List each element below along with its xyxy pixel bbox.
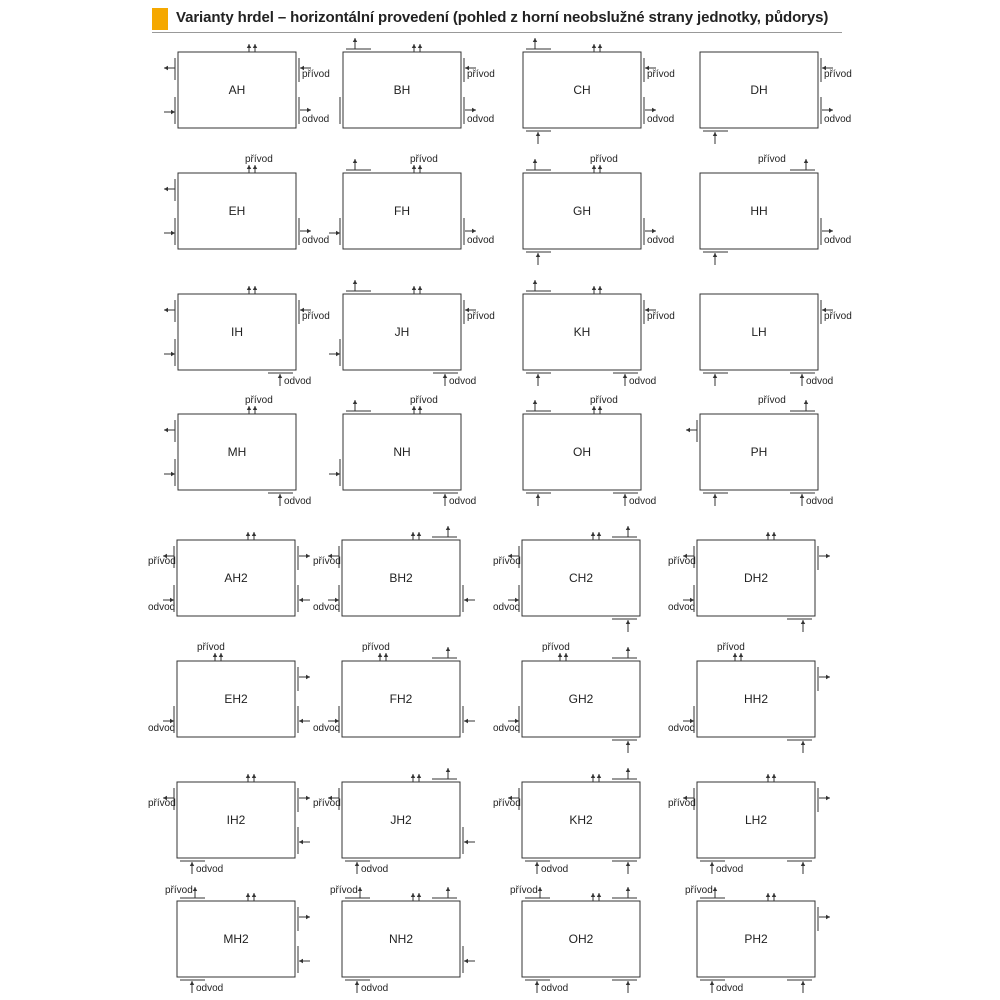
arrow-head (739, 653, 743, 657)
exhaust-label: odvod (493, 602, 521, 613)
arrow-head (278, 494, 282, 498)
arrow-head (713, 132, 717, 136)
arrow-head (299, 959, 303, 963)
variant-bh (340, 38, 495, 128)
arrow-head (710, 981, 714, 985)
arrow-head (412, 286, 416, 290)
supply-label: přívod (362, 642, 390, 653)
arrow-head (592, 406, 596, 410)
arrow-head (336, 231, 340, 235)
supply-label: přívod (647, 69, 675, 80)
supply-label: přívod (590, 395, 618, 406)
arrow-head (592, 286, 596, 290)
variant-code: KH (573, 325, 591, 339)
supply-label: přívod (717, 642, 745, 653)
variant-code: IH (231, 325, 243, 339)
variant-code: JH (394, 325, 410, 339)
variant-code: OH (573, 445, 591, 459)
variant-fh2 (313, 642, 475, 737)
arrow-head (164, 66, 168, 70)
arrow-head (536, 374, 540, 378)
arrow-head (535, 862, 539, 866)
arrow-head (247, 286, 251, 290)
exhaust-label: odvod (148, 602, 176, 613)
variant-kh2 (493, 768, 640, 875)
exhaust-label: odvod (467, 235, 495, 246)
variant-code: PH (750, 445, 768, 459)
exhaust-label: odvod (806, 496, 834, 507)
arrow-head (378, 653, 382, 657)
arrow-head (652, 108, 656, 112)
arrow-head (472, 229, 476, 233)
arrow-head (252, 893, 256, 897)
supply-label: přívod (330, 885, 358, 896)
supply-label: přívod (758, 154, 786, 165)
arrow-head (306, 796, 310, 800)
arrow-head (412, 165, 416, 169)
variant-dh (700, 52, 852, 144)
variant-code: OH2 (568, 932, 594, 946)
variant-jh2 (313, 768, 475, 875)
arrow-head (417, 774, 421, 778)
variant-code: PH2 (744, 932, 768, 946)
variant-fh (329, 154, 494, 249)
arrow-head (246, 532, 250, 536)
exhaust-label: odvod (806, 376, 834, 387)
variant-code: DH (750, 83, 768, 97)
exhaust-label: odvod (824, 235, 852, 246)
exhaust-label: odvod (449, 376, 477, 387)
variant-code: DH2 (743, 571, 769, 585)
arrow-head (536, 253, 540, 257)
exhaust-label: odvod (302, 235, 330, 246)
arrow-head (801, 620, 805, 624)
arrow-head (533, 280, 537, 284)
arrow-head (713, 374, 717, 378)
variant-code: EH (228, 204, 246, 218)
arrow-head (358, 887, 362, 891)
arrow-head (278, 374, 282, 378)
exhaust-label: odvod (196, 983, 224, 994)
supply-label: přívod (245, 154, 273, 165)
variant-code: EH2 (224, 692, 248, 706)
arrow-head (533, 159, 537, 163)
arrow-head (355, 862, 359, 866)
arrow-head (253, 406, 257, 410)
arrow-head (307, 229, 311, 233)
variant-gh2 (493, 642, 640, 753)
arrow-head (591, 893, 595, 897)
supply-label: přívod (685, 885, 713, 896)
variant-code: FH (394, 204, 410, 218)
arrow-head (417, 893, 421, 897)
arrow-head (623, 374, 627, 378)
arrow-head (253, 286, 257, 290)
arrow-head (411, 893, 415, 897)
supply-label: přívod (148, 798, 176, 809)
variant-ch (523, 38, 675, 144)
variant-lh2 (668, 774, 830, 875)
variant-code: AH (228, 83, 246, 97)
arrow-head (591, 774, 595, 778)
arrow-head (164, 428, 168, 432)
variant-ph (686, 395, 833, 507)
supply-label: přívod (148, 556, 176, 567)
arrow-head (299, 840, 303, 844)
arrow-head (464, 959, 468, 963)
arrow-head (464, 719, 468, 723)
variant-code: AH2 (224, 571, 248, 585)
arrow-head (597, 774, 601, 778)
variant-code: IH2 (226, 813, 246, 827)
arrow-head (597, 532, 601, 536)
arrow-head (558, 653, 562, 657)
variant-nh2 (330, 885, 475, 994)
supply-label: přívod (493, 798, 521, 809)
supply-label: přívod (824, 69, 852, 80)
variant-mh (164, 395, 311, 507)
arrow-head (801, 981, 805, 985)
arrow-head (804, 400, 808, 404)
variant-oh2 (510, 885, 640, 994)
page-title: Varianty hrdel – horizontální provedení (pohled z horní neobslužné strany jednotky, půdorys) (176, 9, 829, 26)
variant-code: MH2 (223, 932, 249, 946)
variant-code: NH2 (388, 932, 414, 946)
arrow-head (446, 768, 450, 772)
arrow-head (190, 981, 194, 985)
arrow-head (353, 159, 357, 163)
arrow-head (826, 915, 830, 919)
arrow-head (171, 110, 175, 114)
arrow-head (713, 887, 717, 891)
variant-dh2 (668, 532, 830, 632)
arrow-head (171, 352, 175, 356)
variant-code: FH2 (389, 692, 413, 706)
arrow-head (464, 840, 468, 844)
arrow-head (800, 374, 804, 378)
arrow-head (171, 231, 175, 235)
arrow-head (626, 887, 630, 891)
exhaust-label: odvod (629, 376, 657, 387)
supply-label: přívod (668, 798, 696, 809)
variant-ah (164, 44, 330, 128)
variant-kh (523, 280, 675, 387)
variant-gh (523, 154, 674, 265)
arrow-head (246, 774, 250, 778)
arrow-head (353, 38, 357, 42)
variant-hh (700, 154, 851, 265)
arrow-head (598, 44, 602, 48)
arrow-head (355, 981, 359, 985)
arrow-head (246, 893, 250, 897)
arrow-head (171, 472, 175, 476)
exhaust-label: odvod (668, 602, 696, 613)
supply-label: přívod (647, 311, 675, 322)
arrow-head (472, 108, 476, 112)
exhaust-label: odvod (668, 723, 696, 734)
arrow-head (219, 653, 223, 657)
arrow-head (713, 494, 717, 498)
supply-label: přívod (313, 798, 341, 809)
arrow-head (598, 165, 602, 169)
arrow-head (353, 400, 357, 404)
variant-bh2 (313, 526, 475, 616)
exhaust-label: odvod (493, 723, 521, 734)
supply-label: přívod (410, 395, 438, 406)
arrow-head (826, 554, 830, 558)
variant-code: CH2 (568, 571, 594, 585)
arrow-head (652, 229, 656, 233)
variant-mh2 (165, 885, 310, 994)
arrow-head (411, 774, 415, 778)
arrow-head (213, 653, 217, 657)
arrow-head (772, 774, 776, 778)
variant-nh (329, 395, 476, 507)
variant-code: LH (751, 325, 767, 339)
exhaust-label: odvod (313, 602, 341, 613)
variant-code: KH2 (569, 813, 593, 827)
arrow-head (306, 675, 310, 679)
exhaust-label: odvod (284, 376, 312, 387)
variant-code: NH (393, 445, 411, 459)
arrow-head (592, 165, 596, 169)
arrow-head (626, 768, 630, 772)
arrow-head (164, 187, 168, 191)
arrow-head (598, 406, 602, 410)
supply-label: přívod (493, 556, 521, 567)
arrow-head (626, 741, 630, 745)
exhaust-label: odvod (541, 864, 569, 875)
arrow-head (535, 981, 539, 985)
arrow-head (336, 352, 340, 356)
exhaust-label: odvod (716, 864, 744, 875)
arrow-head (800, 494, 804, 498)
variant-code: BH (393, 83, 411, 97)
variant-eh (164, 154, 329, 249)
arrow-head (353, 280, 357, 284)
variant-ch2 (493, 526, 640, 632)
arrow-head (533, 38, 537, 42)
variant-eh2 (148, 642, 310, 737)
arrow-head (536, 132, 540, 136)
arrow-head (446, 526, 450, 530)
arrow-head (190, 862, 194, 866)
arrow-head (591, 532, 595, 536)
arrow-head (710, 862, 714, 866)
arrow-head (686, 428, 690, 432)
variant-code: GH (573, 204, 591, 218)
supply-label: přívod (590, 154, 618, 165)
arrow-head (626, 526, 630, 530)
variant-code: CH (573, 83, 591, 97)
supply-label: přívod (313, 556, 341, 567)
arrow-head (801, 741, 805, 745)
exhaust-label: odvod (284, 496, 312, 507)
arrow-head (443, 494, 447, 498)
supply-label: přívod (758, 395, 786, 406)
arrow-head (826, 675, 830, 679)
exhaust-label: odvod (361, 983, 389, 994)
arrow-head (829, 229, 833, 233)
arrow-head (536, 494, 540, 498)
exhaust-label: odvod (824, 114, 852, 125)
variant-ph2 (685, 885, 830, 994)
exhaust-label: odvod (449, 496, 477, 507)
supply-label: přívod (542, 642, 570, 653)
arrow-head (597, 893, 601, 897)
arrow-head (418, 286, 422, 290)
arrow-head (766, 893, 770, 897)
exhaust-label: odvod (716, 983, 744, 994)
arrow-head (772, 532, 776, 536)
arrow-head (247, 165, 251, 169)
arrow-head (306, 915, 310, 919)
arrow-head (299, 598, 303, 602)
variant-code: LH2 (744, 813, 768, 827)
variant-code: MH (227, 445, 247, 459)
variant-lh (700, 294, 852, 387)
variant-code: GH2 (568, 692, 594, 706)
arrow-head (464, 598, 468, 602)
exhaust-label: odvod (467, 114, 495, 125)
arrow-head (446, 887, 450, 891)
arrow-head (598, 286, 602, 290)
arrow-head (252, 532, 256, 536)
supply-label: přívod (410, 154, 438, 165)
arrow-head (253, 165, 257, 169)
arrow-head (626, 620, 630, 624)
variant-jh (329, 280, 495, 387)
arrow-head (592, 44, 596, 48)
arrow-head (626, 862, 630, 866)
arrow-head (623, 494, 627, 498)
arrow-head (299, 719, 303, 723)
arrow-head (418, 44, 422, 48)
arrow-head (626, 647, 630, 651)
arrow-head (417, 532, 421, 536)
variant-ih2 (148, 774, 310, 875)
variant-ih (164, 286, 330, 387)
arrow-head (306, 554, 310, 558)
exhaust-label: odvod (647, 235, 675, 246)
arrow-head (418, 406, 422, 410)
supply-label: přívod (165, 885, 193, 896)
arrow-head (412, 406, 416, 410)
arrow-head (336, 472, 340, 476)
exhaust-label: odvod (629, 496, 657, 507)
arrow-head (164, 308, 168, 312)
variant-code: HH (750, 204, 768, 218)
supply-label: přívod (668, 556, 696, 567)
exhaust-label: odvod (302, 114, 330, 125)
arrow-head (766, 532, 770, 536)
arrow-head (247, 406, 251, 410)
arrow-head (412, 44, 416, 48)
arrow-head (446, 647, 450, 651)
arrow-head (801, 862, 805, 866)
variant-hh2 (668, 642, 830, 753)
arrow-head (411, 532, 415, 536)
supply-label: přívod (824, 311, 852, 322)
exhaust-label: odvod (541, 983, 569, 994)
arrow-head (826, 796, 830, 800)
arrow-head (772, 893, 776, 897)
supply-label: přívod (245, 395, 273, 406)
arrow-head (307, 108, 311, 112)
exhaust-label: odvod (647, 114, 675, 125)
arrow-head (418, 165, 422, 169)
supply-label: přívod (302, 311, 330, 322)
arrow-head (252, 774, 256, 778)
variant-code: HH2 (743, 692, 769, 706)
arrow-head (247, 44, 251, 48)
supply-label: přívod (467, 69, 495, 80)
variant-code: JH2 (390, 813, 412, 827)
arrow-head (713, 253, 717, 257)
arrow-head (193, 887, 197, 891)
arrow-head (384, 653, 388, 657)
arrow-head (443, 374, 447, 378)
variant-ah2 (148, 532, 310, 616)
arrow-head (538, 887, 542, 891)
supply-label: přívod (197, 642, 225, 653)
arrow-head (626, 981, 630, 985)
variant-oh (523, 395, 656, 507)
supply-label: přívod (302, 69, 330, 80)
arrow-head (766, 774, 770, 778)
exhaust-label: odvod (148, 723, 176, 734)
exhaust-label: odvod (361, 864, 389, 875)
exhaust-label: odvod (313, 723, 341, 734)
supply-label: přívod (467, 311, 495, 322)
arrow-head (533, 400, 537, 404)
supply-label: přívod (510, 885, 538, 896)
arrow-head (829, 108, 833, 112)
arrow-head (253, 44, 257, 48)
arrow-head (564, 653, 568, 657)
arrow-head (733, 653, 737, 657)
arrow-head (804, 159, 808, 163)
variant-code: BH2 (389, 571, 413, 585)
exhaust-label: odvod (196, 864, 224, 875)
